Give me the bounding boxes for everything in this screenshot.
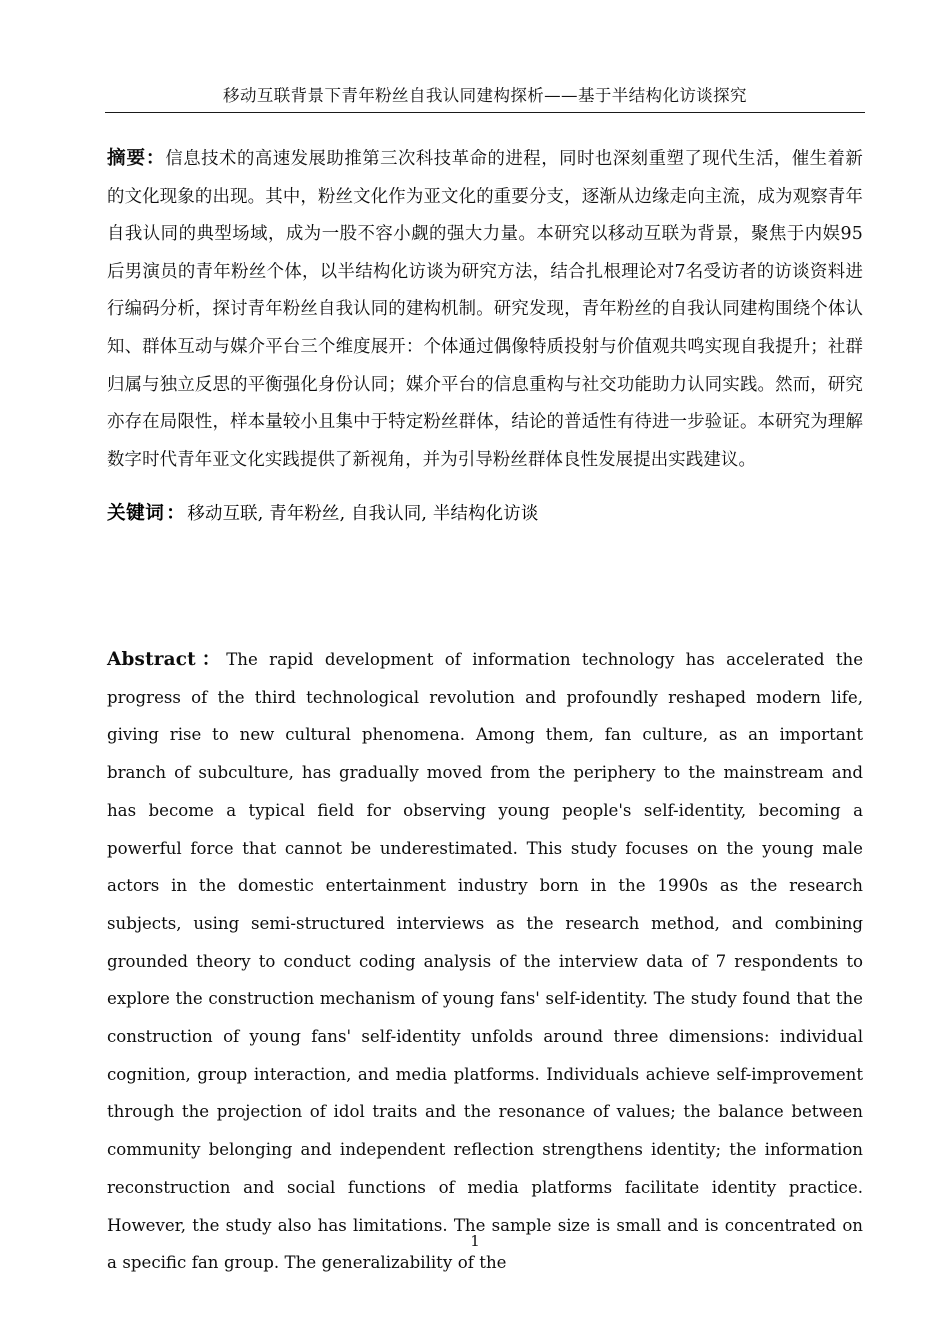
english-abstract-colon: ： xyxy=(195,649,227,670)
chinese-abstract-colon: ： xyxy=(145,148,166,169)
chinese-abstract-label: 摘要 xyxy=(107,148,146,169)
english-abstract-paragraph xyxy=(107,641,863,1282)
running-header-title: 移动互联背景下青年粉丝自我认同建构探析——基于半结构化访谈探究 xyxy=(223,86,747,105)
chinese-keywords-label: 关键词 xyxy=(107,503,165,525)
english-abstract-section xyxy=(107,641,863,1282)
chinese-keywords-line xyxy=(107,497,863,531)
english-abstract-label: Abstract xyxy=(107,649,196,670)
chinese-keywords-value: 移动互联, 青年粉丝, 自我认同, 半结构化访谈 xyxy=(187,504,539,525)
chinese-abstract-section xyxy=(107,140,863,549)
chinese-keywords-colon: ： xyxy=(166,503,186,525)
english-abstract-body: The rapid development of information technology has accelerated the progress of the third technological revolution and profoundly reshaped modern life, giving rise to new cultural phenomena. Among them, fan culture, as an important branch of subculture, has gradually moved from the periphery to the mainstream and has become a typical field for observing young people's self-identity, becoming a powerful force that cannot be underestimated. This study focuses on the young male actors in the domestic entertainment industry born in the 1990s as the research subjects, using semi-structured interviews as the research method, and combining grounded theory to conduct coding analysis of the interview data of 7 respondents to explore the construction mechanism of young fans' self-identity. The study found that the construction of young fans' self-identity unfolds around three dimensions: individual cognition, group interaction, and media platforms. Individuals achieve self-improvement through the projection of idol traits and the resonance of values; the balance between community belonging and independent reflection strengthens identity; the information reconstruction and social functions of media platforms facilitate identity practice. However, the study also has limitations. The sample size is small and is concentrated on a specific fan group. The generalizability of the xyxy=(107,650,864,1273)
header-divider xyxy=(105,112,865,113)
chinese-abstract-paragraph xyxy=(107,140,863,479)
page-number: 1 xyxy=(470,1232,480,1250)
chinese-abstract-body: 信息技术的高速发展助推第三次科技革命的进程，同时也深刻重塑了现代生活，催生着新的文化现象的出现。其中，粉丝文化作为亚文化的重要分支，逐渐从边缘走向主流，成为观察青年自我认同的典型场域，成为一股不容小觑的强大力量。本研究以移动互联为背景，聚焦于内娱95后男演员的青年粉丝个体，以半结构化访谈为研究方法，结合扎根理论对7名受访者的访谈资料进行编码分析，探讨青年粉丝自我认同的建构机制。研究发现，青年粉丝的自我认同建构围绕个体认知、群体互动与媒介平台三个维度展开：个体通过偶像特质投射与价值观共鸣实现自我提升；社群归属与独立反思的平衡强化身份认同；媒介平台的信息重构与社交功能助力认同实践。然而，研究亦存在局限性，样本量较小且集中于特定粉丝群体，结论的普适性有待进一步验证。本研究为理解数字时代青年亚文化实践提供了新视角，并为引导粉丝群体良性发展提出实践建议。 xyxy=(107,149,863,470)
running-header xyxy=(105,84,865,113)
